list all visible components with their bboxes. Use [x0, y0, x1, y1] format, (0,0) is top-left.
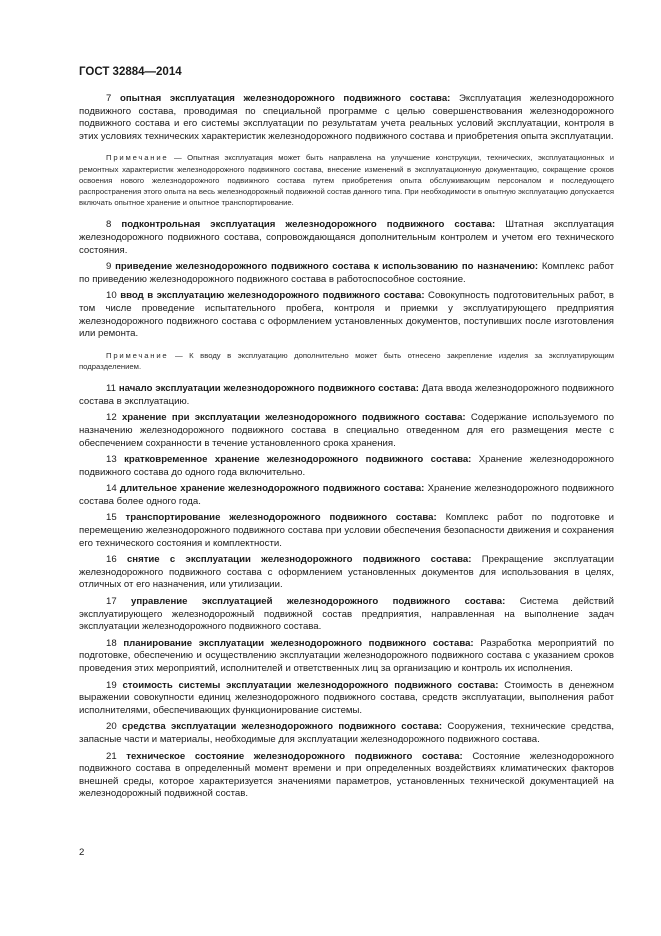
term-number: 20	[106, 721, 117, 733]
note-text: — К вводу в эксплуатацию дополнительно может быть отнесено закрепление изделия за эксплуатирующим подразделением.	[79, 350, 614, 371]
term-entry-8	[79, 219, 614, 257]
term-definition: Совокупность подготовительных работ, в том числе проведение испытательного пробега, контроля и приемки у эксплуатирующего предприятия железнодорожного подвижного состава с оформлением установленных документов, поступивших после изготовления или ремонта.	[79, 290, 614, 340]
term-name: кратковременное хранение железнодорожного подвижного состава:	[124, 454, 472, 466]
term-definition: Штатная эксплуатация железнодорожного подвижного состава, сопровождающаяся дополнительным контролем и учетом его технического состояния.	[79, 219, 615, 256]
term-entry-17	[79, 596, 614, 634]
document-header: ГОСТ 32884—2014	[79, 66, 182, 78]
term-name: хранение при эксплуатации железнодорожного подвижного состава:	[121, 412, 466, 424]
document-page	[79, 66, 614, 805]
term-number: 8	[106, 219, 112, 231]
term-entry-13	[79, 454, 614, 479]
note-2	[79, 350, 614, 372]
term-definition: Стоимость в денежном выражении совокупности единиц железнодорожного подвижного состава, средств эксплуатации, выполнения работ исполнителями, обеспечивающих функционирование системы.	[79, 679, 614, 716]
term-entry-7	[79, 93, 614, 143]
term-definition: Прекращение эксплуатации железнодорожного подвижного состава с оформлением установленных документов для использования в целях, отличных от его назначения, или утилизации.	[79, 554, 615, 591]
term-number: 11	[106, 383, 116, 395]
term-name: транспортирование железнодорожного подвижного состава:	[125, 512, 437, 524]
term-name: начало эксплуатации железнодорожного подвижного состава:	[118, 383, 419, 395]
term-definition: Комплекс работ по подготовке и перемещению железнодорожного подвижного состава при условии обеспечения безопасности движения и сохранения его технического состояния и комплектности.	[79, 512, 615, 549]
term-entry-16	[79, 554, 614, 592]
term-name: опытная эксплуатация железнодорожного подвижного состава:	[119, 93, 451, 104]
term-name: снятие с эксплуатации железнодорожного подвижного состава:	[126, 554, 472, 566]
term-entry-15	[79, 512, 614, 550]
term-entry-12	[79, 412, 614, 450]
term-definition: Содержание используемого по назначению железнодорожного подвижного состава в специально отведенном для его размещения месте с обеспечением сохранности в течение установленного срока хранения.	[79, 412, 614, 449]
term-number: 9	[106, 261, 112, 273]
term-number: 14	[106, 483, 117, 495]
term-number: 7	[106, 93, 112, 104]
term-definition: Система действий эксплуатирующего железнодорожный подвижной состав предприятия, направленная на выполнение задач эксплуатации железнодорожного подвижного состава.	[79, 596, 614, 633]
term-entry-20	[79, 721, 614, 746]
term-number: 19	[106, 679, 117, 691]
term-number: 15	[106, 512, 117, 524]
term-name: ввод в эксплуатацию железнодорожного подвижного состава:	[120, 290, 425, 302]
term-definition: Хранение железнодорожного подвижного состава более одного года.	[79, 483, 614, 507]
term-name: техническое состояние железнодорожного подвижного состава:	[126, 750, 463, 762]
term-name: подконтрольная эксплуатация железнодорожного подвижного состава:	[121, 219, 496, 231]
term-entry-14	[79, 483, 614, 508]
term-number: 12	[106, 412, 117, 424]
term-name: длительное хранение железнодорожного подвижного состава:	[119, 483, 425, 495]
term-entry-18	[79, 638, 614, 676]
note-label: Примечание	[106, 350, 169, 360]
term-name: приведение железнодорожного подвижного состава к использованию по назначению:	[115, 261, 539, 273]
term-entry-10	[79, 290, 614, 340]
page-number: 2	[79, 847, 85, 858]
term-number: 16	[106, 554, 117, 566]
term-number: 18	[106, 637, 117, 649]
note-1	[79, 152, 614, 208]
term-number: 21	[106, 750, 117, 762]
term-name: планирование эксплуатации железнодорожного подвижного состава:	[123, 637, 474, 649]
term-number: 13	[106, 454, 117, 466]
term-definition: Состояние железнодорожного подвижного состава в определенный момент времени и при определенных воздействиях климатических факторов внешней среды, которое характеризуется значениями параметров, установленных технической документацией на железнодорожный подвижной состав.	[79, 750, 615, 800]
note-label: Примечание	[106, 153, 169, 163]
term-definition: Хранение железнодорожного подвижного состава до одного года включительно.	[79, 454, 615, 478]
term-definition: Эксплуатация железнодорожного подвижного состава, проводимая по специальной программе с целью совершенствования железнодорожного подвижного состава и его системы эксплуатации по результатам учета реальных условий эксплуатации, контроля в этих условиях технических характеристик железнодорожного подвижного состава и приобретения опыта эксплуатации.	[79, 93, 614, 142]
term-name: средства эксплуатации железнодорожного подвижного состава:	[122, 721, 443, 733]
note-text: — Опытная эксплуатация может быть направлена на улучшение конструкции, технических, эксплуатационных и ремонтных характеристик железнодорожного подвижного состава, внесение изменений в эксплуатационную документацию, сокращение сроков освоения нового железнодорожного подвижного состава путем приобретения опыта обслуживающим персоналом и последующего распространения этого опыта на весь железнодорожный подвижной состав данного типа. При необходимости в опытную эксплуатацию допускается включать опытное хранение и опытное транспортирование.	[79, 153, 614, 208]
term-definition: Разработка мероприятий по подготовке, обеспечению и осуществлению эксплуатации железнодорожного подвижного состава с указанием сроков проведения этих мероприятий, исполнителей и ответственных лиц за организацию и контроль их исполнения.	[79, 637, 615, 675]
term-name: управление эксплуатацией железнодорожного подвижного состава:	[131, 596, 506, 608]
term-definition: Дата ввода железнодорожного подвижного состава в эксплуатацию.	[79, 383, 615, 407]
term-definition: Сооружения, технические средства, запасные части и материалы, необходимые для эксплуатации железнодорожного подвижного состава.	[79, 721, 614, 745]
term-name: стоимость системы эксплуатации железнодорожного подвижного состава:	[122, 679, 499, 691]
term-definition: Комплекс работ по приведению железнодорожного подвижного состава в работоспособное состояние.	[79, 261, 615, 285]
term-entry-9	[79, 261, 614, 286]
term-entry-21	[79, 751, 614, 801]
term-entry-19	[79, 680, 614, 718]
term-number: 17	[106, 596, 117, 608]
term-entry-11	[79, 383, 614, 408]
term-number: 10	[106, 290, 117, 302]
